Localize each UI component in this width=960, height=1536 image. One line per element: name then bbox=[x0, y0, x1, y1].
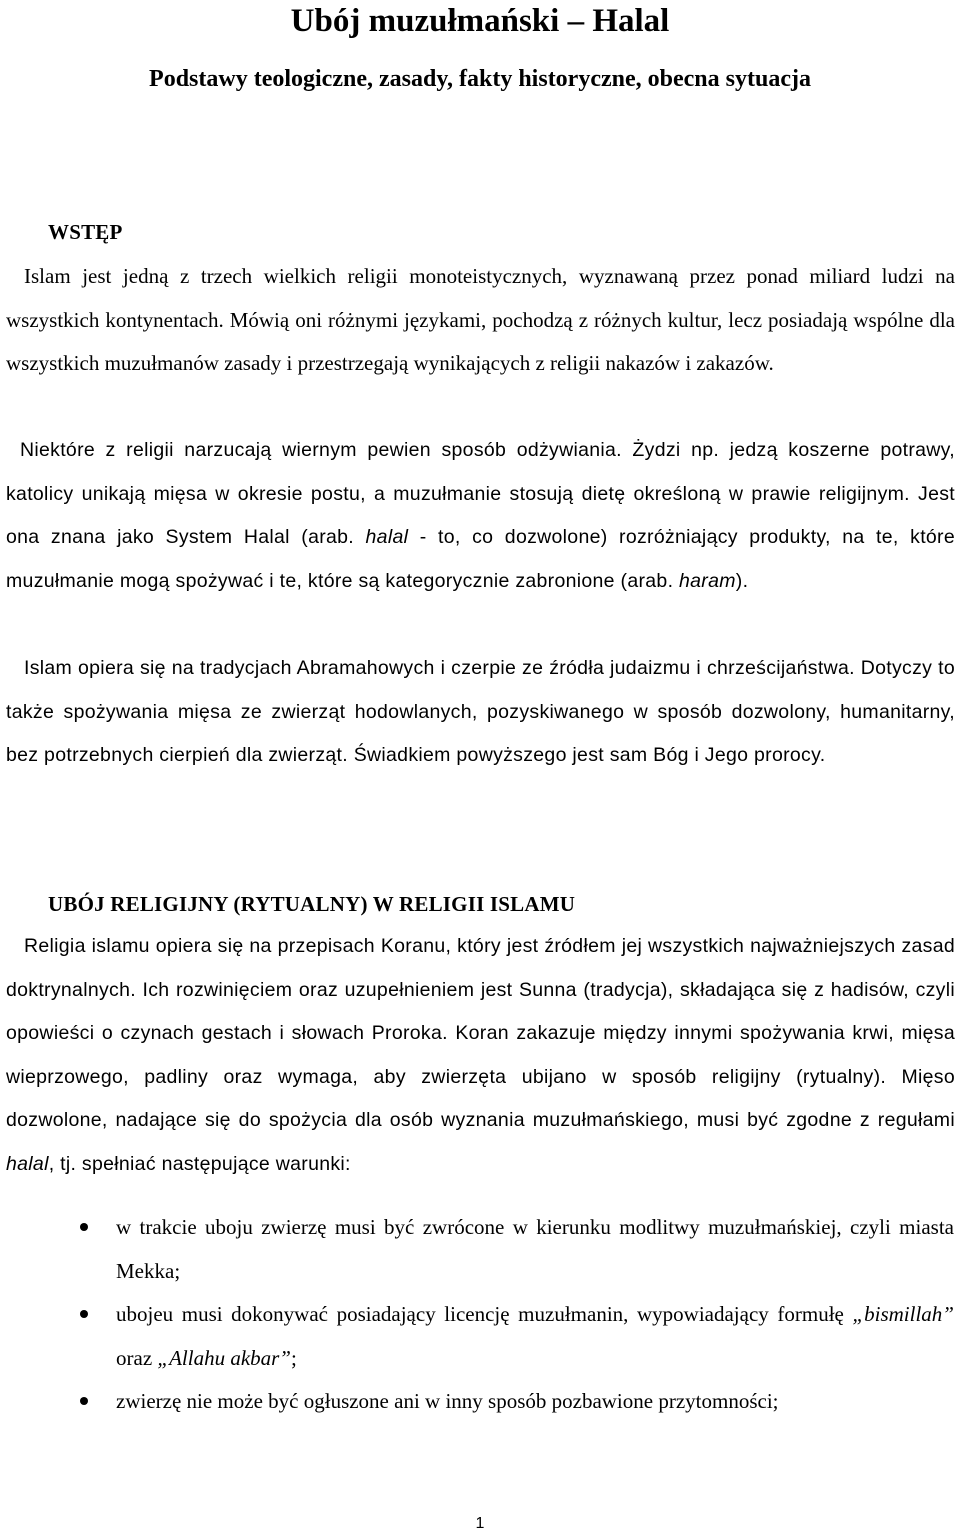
page-number: 1 bbox=[475, 1515, 485, 1532]
list-item-text-a: ubojeu musi dokonywać posiadający licencję muzułmanin, wypowiadający formułę bbox=[116, 1302, 853, 1327]
list-item-text: zwierzę nie może być ogłuszone ani w inny sposób pozbawione przytomności; bbox=[116, 1389, 779, 1414]
intro-heading: WSTĘP bbox=[48, 220, 123, 244]
list-item-text-b: ; bbox=[291, 1345, 297, 1370]
intro-paragraph-1: Islam jest jedną z trzech wielkich religii monoteistycznych, wyznawaną przez ponad miliard ludzi na wszystkich kontynentach. Mówią oni różnymi językami, pochodzą z różnych kultur, lecz posiadają wspólne dla wszystkich muzułmanów zasady i przestrzegają wynikających z religii nakazów i zakazów. bbox=[6, 264, 955, 376]
list-item bbox=[0, 1206, 960, 1293]
section-2-p1-text-a: Religia islamu opiera się na przepisach Koranu, który jest źródłem jej wszystkich najważniejszych zasad doktrynalnych. Ich rozwinięciem oraz uzupełnieniem jest Sunna (tradycja), składająca się z hadisów, czyli opowieści o czynach gestach i słowach Proroka. Koran zakazuje między innymi spożywania krwi, mięsa wieprzowego, padliny oraz wymaga, aby zwierzęta ubijano w sposób religijny (rytualny). Mięso dozwolone, nadające się do spożycia dla osób wyznania muzułmańskiego, musi być zgodne z regułami bbox=[6, 935, 955, 1132]
bullet-icon bbox=[80, 1223, 88, 1231]
bullet-icon bbox=[80, 1310, 88, 1318]
bullet-icon bbox=[80, 1397, 88, 1405]
section-2-p1-text-b: , tj. spełniać następujące warunki: bbox=[48, 1152, 351, 1175]
document-title: Ubój muzułmański – Halal bbox=[290, 3, 670, 39]
formula-bismillah: „bismillah” bbox=[852, 1302, 954, 1327]
intro-paragraph-2 bbox=[6, 429, 955, 603]
list-item bbox=[0, 1380, 960, 1424]
term-halal-2: halal bbox=[6, 1152, 49, 1175]
term-halal: halal bbox=[365, 526, 409, 549]
intro-p2-text-b: - to, co dozwolone) rozróżniający produkty, na te, które muzułmanie mogą spożywać i te, które są kategorycznie zabronione (arab. bbox=[6, 526, 955, 592]
section-2-heading: UBÓJ RELIGIJNY (RYTUALNY) W RELIGII ISLAMU bbox=[48, 892, 576, 916]
section-2-paragraph-1 bbox=[6, 925, 955, 1187]
formula-allahu-akbar: „Allahu akbar” bbox=[157, 1345, 291, 1370]
intro-paragraph-3: Islam opiera się na tradycjach Abramahowych i czerpie ze źródła judaizmu i chrześcijaństwa. Dotyczy to także spożywania mięsa ze zwierząt hodowlanych, pozyskiwanego w sposób dozwolony, humanitarny, bez potrzebnych cierpień dla zwierząt. Świadkiem powyższego jest sam Bóg i Jego prorocy. bbox=[6, 657, 955, 767]
list-item-text: w trakcie uboju zwierzę musi być zwrócone w kierunku modlitwy muzułmańskiej, czyli miasta Mekka; bbox=[116, 1215, 954, 1283]
intro-p2-text-a: Niektóre z religii narzucają wiernym pewien sposób odżywiania. Żydzi np. jedzą koszerne potrawy, katolicy unikają mięsa w okresie postu, a muzułmanie stosują dietę określoną w prawie religijnym. Jest ona znana jako System Halal (arab. bbox=[6, 439, 955, 549]
document-subtitle: Podstawy teologiczne, zasady, fakty historyczne, obecna sytuacja bbox=[149, 66, 811, 92]
list-item bbox=[0, 1293, 960, 1380]
term-haram: haram bbox=[679, 569, 736, 592]
conditions-list bbox=[0, 1206, 960, 1424]
list-item-text-mid: oraz bbox=[116, 1345, 158, 1370]
intro-p2-text-c: ). bbox=[735, 569, 749, 592]
